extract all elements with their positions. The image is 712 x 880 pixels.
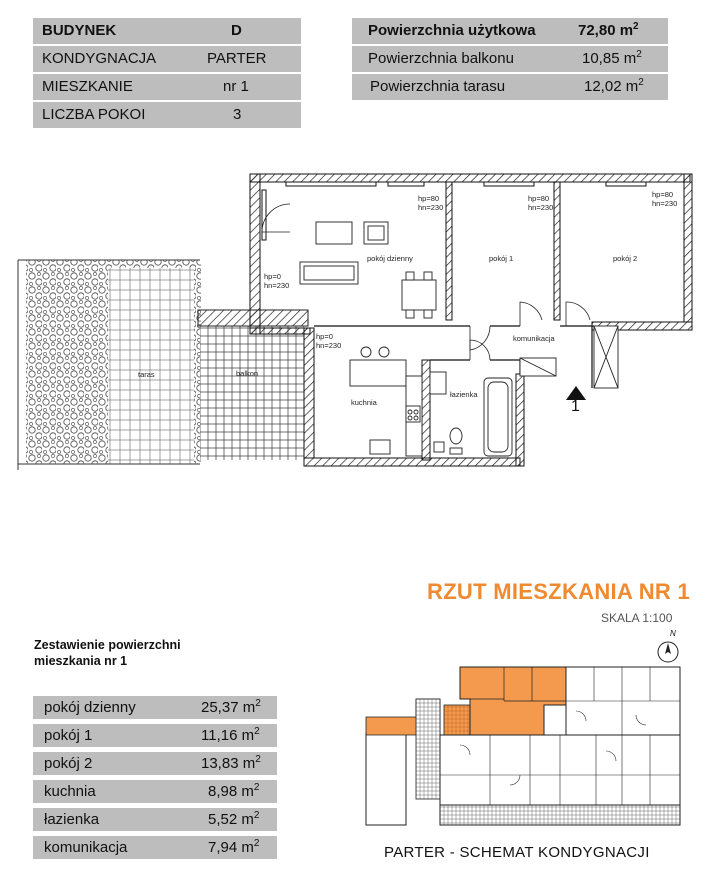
info-value-rooms: 3 (233, 106, 242, 123)
summary-room: pokój 1 (44, 727, 93, 744)
summary-area: 11,16 $m^2$ (201, 726, 260, 744)
area-label-terrace: Powierzchnia tarasu (370, 78, 506, 95)
height-label-2: hp=80 hn=230 (528, 194, 554, 212)
summary-room: pokój dzienny (44, 699, 136, 716)
summary-area: 25,37 $m^2$ (201, 698, 261, 716)
summary-row-bathroom (33, 808, 277, 831)
room-label-terrace: taras (138, 370, 155, 379)
summary-area: 13,83 $m^2$ (201, 754, 261, 772)
entrance-number: 1 (571, 398, 580, 415)
balcony-tiles (200, 326, 304, 460)
summary-area: 7,94 $m^2$ (208, 838, 260, 856)
info-value-apartment: nr 1 (223, 78, 249, 95)
summary-room: kuchnia (44, 783, 96, 800)
area-label-balcony: Powierzchnia balkonu (368, 50, 514, 67)
room-label-living: pokój dzienny (367, 254, 413, 263)
summary-row-living (33, 696, 277, 719)
info-label-apartment: MIESZKANIE (42, 78, 133, 95)
area-info-table (352, 18, 668, 100)
summary-room: łazienka (44, 811, 100, 828)
page-title: RZUT MIESZKANIA NR 1 (427, 579, 691, 604)
area-value-terrace: 12,02 $m^2$ (584, 77, 644, 95)
summary-row-kitchen (33, 780, 277, 803)
apartment-walls (250, 174, 692, 466)
summary-room: komunikacja (44, 839, 128, 856)
summary-row-room1 (33, 724, 277, 747)
summary-heading: Zestawienie powierzchni mieszkania nr 1 (34, 638, 181, 668)
info-value-building: D (231, 22, 242, 39)
room-label-room2: pokój 2 (613, 254, 638, 263)
furniture (300, 222, 618, 456)
height-label-1: hp=80 hn=230 (418, 194, 444, 212)
height-label-5: hp=0 hn=230 (316, 332, 342, 350)
room-label-balcony: balkon (236, 369, 259, 378)
floor-plan (0, 160, 712, 480)
summary-area: 8,98 $m^2$ (208, 782, 260, 800)
floor-schema (360, 655, 690, 830)
building-info-table (33, 18, 301, 126)
info-value-floor: PARTER (207, 50, 267, 67)
room-label-room1: pokój 1 (489, 254, 514, 263)
summary-row-hall (33, 836, 277, 859)
room-label-kitchen: kuchnia (351, 398, 377, 407)
summary-room: pokój 2 (44, 755, 93, 772)
summary-area: 5,52 $m^2$ (208, 810, 260, 828)
north-label: N (670, 629, 676, 638)
area-label-usable: Powierzchnia użytkowa (368, 22, 536, 39)
schema-caption: PARTER - SCHEMAT KONDYGNACJI (384, 844, 650, 861)
info-label-rooms: LICZBA POKOI (42, 106, 146, 123)
height-label-4: hp=0 hn=230 (264, 272, 290, 290)
summary-row-room2 (33, 752, 277, 775)
info-label-building: BUDYNEK (42, 22, 117, 39)
area-value-usable: 72,80 $m^2$ (578, 21, 639, 39)
room-label-bathroom: łazienka (450, 390, 478, 399)
terrace-tiles (108, 268, 194, 464)
scale-label: SKALA 1:100 (601, 611, 673, 625)
height-label-3: hp=80 hn=230 (652, 190, 678, 208)
info-label-floor: KONDYGNACJA (42, 50, 157, 67)
room-label-hall: komunikacja (513, 334, 555, 343)
area-value-balcony: 10,85 $m^2$ (582, 49, 642, 67)
